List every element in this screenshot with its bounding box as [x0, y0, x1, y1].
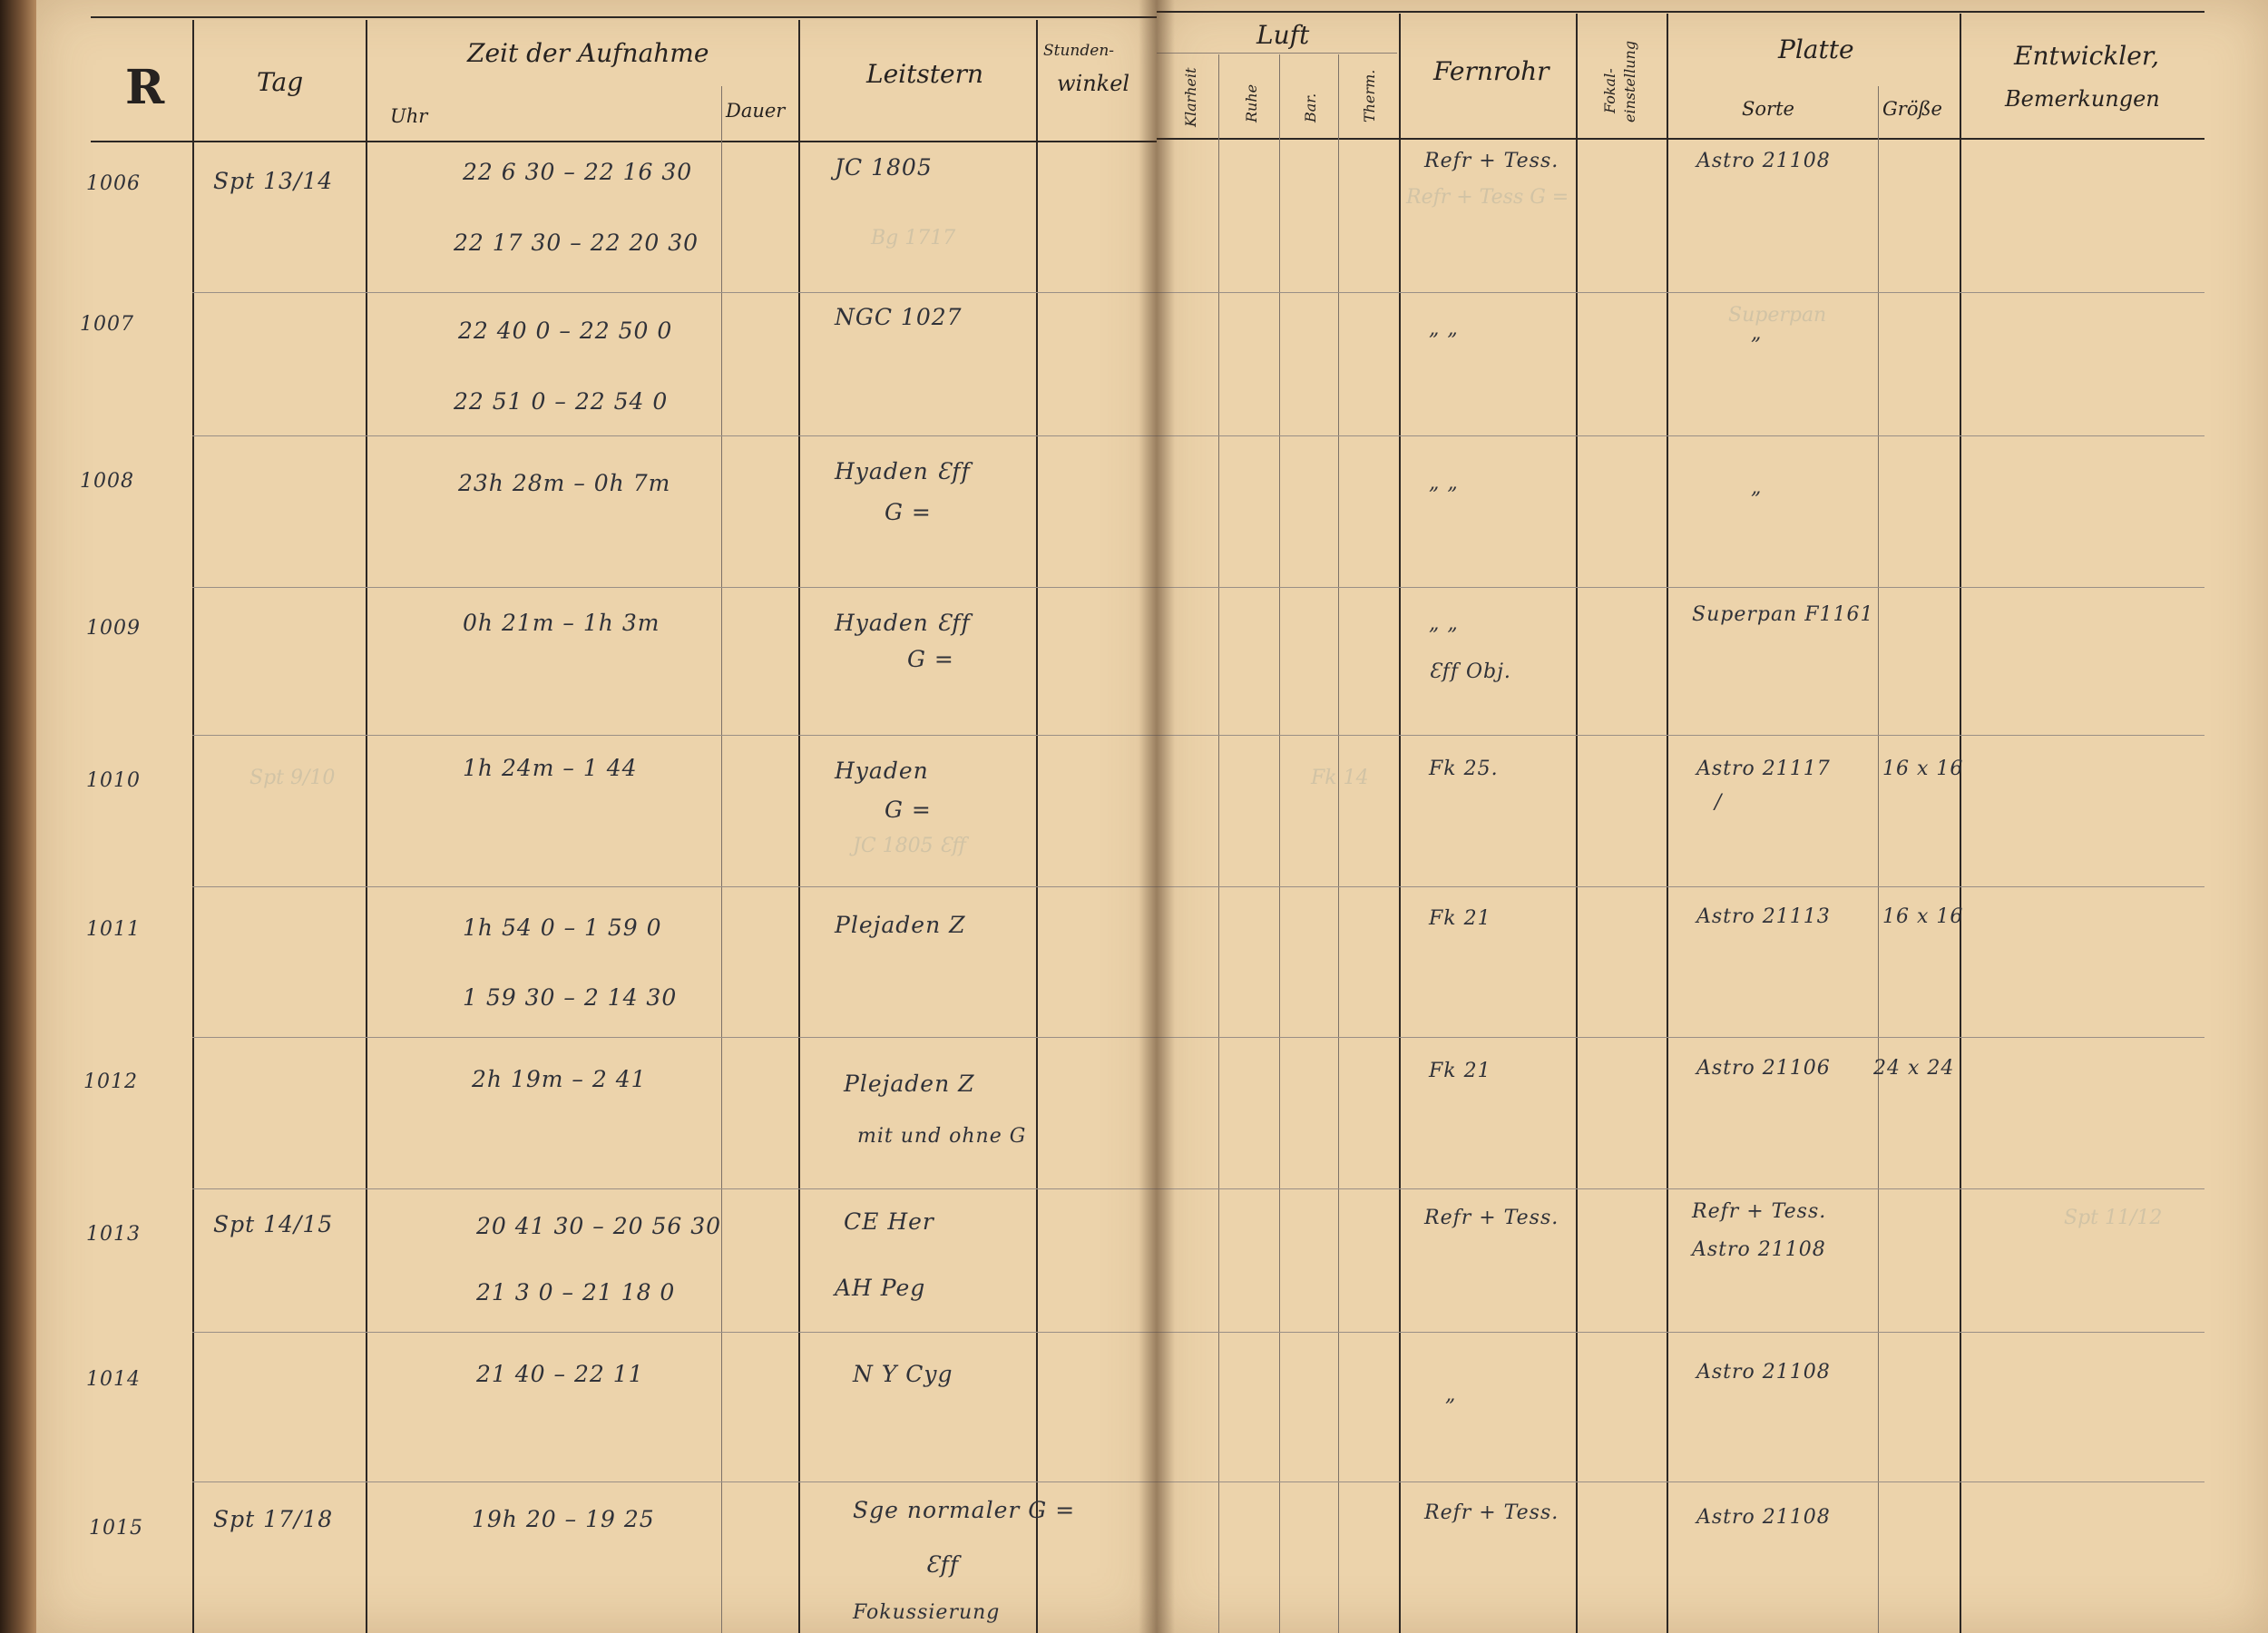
- row-leitstern: Ɛff: [925, 1551, 960, 1578]
- row-separator: [192, 435, 1157, 436]
- row-uhr: 20 41 30 – 20 56 30: [476, 1213, 722, 1239]
- row-leitstern: Hyaden: [835, 758, 929, 784]
- row-uhr: 22 51 0 – 22 54 0: [454, 388, 669, 415]
- row-separator: [1157, 292, 2204, 293]
- row-leitstern: Plejaden Z: [844, 1071, 975, 1097]
- col-divider-klarheit: [1218, 54, 1219, 1633]
- header-dauer: Dauer: [726, 100, 786, 122]
- row-fernrohr: Refr + Tess.: [1424, 1501, 1559, 1524]
- row-leitstern: Hyaden Ɛff: [835, 610, 971, 636]
- col-divider-platte: [1960, 14, 1961, 1633]
- row-uhr: 22 17 30 – 22 20 30: [454, 230, 699, 256]
- header-stundenwinkel-1: Stunden-: [1043, 42, 1115, 60]
- row-fernrohr: Fk 21: [1429, 1060, 1491, 1082]
- row-tag: Spt 14/15: [213, 1211, 334, 1237]
- row-leitstern: Sge normaler G =: [853, 1497, 1076, 1523]
- col-divider-sorte: [1878, 86, 1879, 1633]
- header-leitstern: Leitstern: [866, 59, 983, 89]
- header-groesse: Größe: [1882, 98, 1942, 120]
- row-separator: [1157, 1188, 2204, 1189]
- header-stundenwinkel-2: winkel: [1057, 71, 1130, 96]
- row-separator: [1157, 1481, 2204, 1482]
- header-entwickler-1: Entwickler,: [2014, 41, 2160, 71]
- row-sorte: Astro 21108: [1692, 1238, 1826, 1261]
- row-leitstern: Plejaden Z: [835, 912, 966, 938]
- row-separator: [192, 886, 1157, 887]
- row-sorte: Refr + Tess.: [1692, 1200, 1827, 1223]
- row-r: 1010: [86, 769, 141, 792]
- row-uhr: 22 6 30 – 22 16 30: [463, 159, 693, 185]
- row-fernrohr: „ „: [1429, 612, 1459, 635]
- row-leitstern: NGC 1027: [835, 304, 963, 330]
- bleed-text: Spt 11/12: [2064, 1207, 2163, 1229]
- row-sorte: Astro 21117: [1696, 758, 1831, 780]
- row-tag: Spt 17/18: [213, 1506, 334, 1532]
- row-leitstern: G =: [907, 646, 954, 672]
- header-r: R: [125, 60, 165, 115]
- row-fernrohr: „ „: [1429, 318, 1459, 340]
- row-separator: [1157, 435, 2204, 436]
- row-leitstern: G =: [885, 797, 932, 823]
- row-separator: [1157, 886, 2204, 887]
- row-r: 1013: [86, 1223, 141, 1246]
- header-luft: Luft: [1256, 20, 1310, 50]
- header-sorte: Sorte: [1742, 98, 1794, 120]
- col-divider-tag: [366, 20, 367, 1633]
- header-bottom-rule: [91, 141, 1157, 142]
- row-leitstern: AH Peg: [835, 1275, 926, 1301]
- left-page: [36, 0, 1157, 1633]
- bleed-text: Refr + Tess G =: [1406, 186, 1569, 209]
- col-divider-bar: [1338, 54, 1339, 1633]
- header-fokal-1: Fokal-: [1601, 68, 1618, 113]
- row-sorte: /: [1715, 791, 1723, 814]
- row-uhr: 23h 28m – 0h 7m: [458, 470, 671, 496]
- luft-subheader-rule: [1157, 53, 1397, 54]
- row-leitstern: Fokussierung: [853, 1601, 1001, 1624]
- header-zeit: Zeit der Aufnahme: [467, 38, 709, 68]
- row-r: 1011: [86, 918, 141, 941]
- bleed-text: Bg 1717: [871, 227, 956, 249]
- row-fernrohr: Fk 21: [1429, 907, 1491, 930]
- row-sorte: Astro 21108: [1696, 1361, 1831, 1384]
- header-bar: Bar.: [1302, 93, 1319, 122]
- header-entwickler-2: Bemerkungen: [2005, 86, 2160, 112]
- header-platte: Platte: [1778, 34, 1854, 64]
- row-r: 1015: [89, 1517, 143, 1540]
- row-uhr: 22 40 0 – 22 50 0: [458, 318, 673, 344]
- top-rule: [91, 16, 1157, 18]
- row-sorte: „: [1751, 322, 1763, 345]
- row-r: 1012: [83, 1071, 138, 1093]
- header-bottom-rule: [1157, 138, 2204, 140]
- book-edge: [0, 0, 36, 1633]
- row-tag: Spt 13/14: [213, 168, 334, 194]
- row-uhr: 1h 24m – 1 44: [463, 755, 638, 781]
- row-leitstern: G =: [885, 499, 932, 525]
- col-divider-zeit: [798, 20, 800, 1633]
- row-groesse: 16 x 16: [1882, 905, 1964, 928]
- row-leitstern: Hyaden Ɛff: [835, 458, 971, 484]
- row-separator: [192, 1332, 1157, 1333]
- row-fernrohr: Refr + Tess.: [1424, 1207, 1559, 1229]
- row-separator: [192, 587, 1157, 588]
- row-r: 1006: [86, 172, 141, 195]
- row-groesse: 16 x 16: [1882, 758, 1964, 780]
- row-separator: [1157, 587, 2204, 588]
- row-r: 1008: [80, 470, 134, 493]
- row-fernrohr: Refr + Tess.: [1424, 150, 1559, 172]
- header-tag: Tag: [257, 67, 304, 97]
- row-separator: [192, 292, 1157, 293]
- row-fernrohr: Ɛff Obj.: [1429, 660, 1511, 683]
- col-divider-luft: [1399, 14, 1401, 1633]
- row-separator: [192, 735, 1157, 736]
- col-divider-leitstern: [1036, 20, 1038, 1633]
- row-r: 1009: [86, 617, 141, 640]
- row-fernrohr: „: [1445, 1384, 1457, 1406]
- row-sorte: Superpan F1161: [1692, 603, 1874, 626]
- header-fokal-2: einstellung: [1621, 40, 1638, 122]
- row-separator: [1157, 1037, 2204, 1038]
- top-rule: [1157, 11, 2204, 13]
- row-groesse: 24 x 24: [1873, 1057, 1955, 1080]
- row-sorte: Astro 21108: [1696, 1506, 1831, 1529]
- row-sorte: „: [1751, 476, 1763, 499]
- header-ruhe: Ruhe: [1243, 83, 1260, 122]
- row-separator: [1157, 735, 2204, 736]
- row-sorte: Astro 21106: [1696, 1057, 1831, 1080]
- row-sorte: Astro 21113: [1696, 905, 1831, 928]
- row-uhr: 21 40 – 22 11: [476, 1361, 644, 1387]
- row-leitstern: N Y Cyg: [853, 1361, 953, 1387]
- bleed-text: Superpan: [1728, 304, 1827, 327]
- col-divider-fokal: [1667, 14, 1668, 1633]
- row-uhr: 1h 54 0 – 1 59 0: [463, 914, 662, 941]
- row-fernrohr: „ „: [1429, 472, 1459, 494]
- row-separator: [192, 1037, 1157, 1038]
- row-separator: [1157, 1332, 2204, 1333]
- row-uhr: 0h 21m – 1h 3m: [463, 610, 660, 636]
- bleed-text: JC 1805 Ɛff: [853, 835, 966, 857]
- row-sorte: Astro 21108: [1696, 150, 1831, 172]
- bleed-text: Spt 9/10: [249, 767, 336, 789]
- row-r: 1007: [80, 313, 134, 336]
- row-uhr: 1 59 30 – 2 14 30: [463, 984, 678, 1011]
- col-divider-uhr: [721, 86, 722, 1633]
- col-divider-ruhe: [1279, 54, 1280, 1633]
- row-uhr: 19h 20 – 19 25: [472, 1506, 655, 1532]
- row-leitstern: JC 1805: [835, 154, 933, 181]
- right-page: [1157, 0, 2268, 1633]
- header-uhr: Uhr: [390, 105, 428, 127]
- col-divider-r: [192, 20, 194, 1633]
- row-r: 1014: [86, 1368, 141, 1391]
- header-klarheit: Klarheit: [1182, 67, 1199, 127]
- col-divider-fernrohr: [1576, 14, 1578, 1633]
- header-fernrohr: Fernrohr: [1433, 56, 1549, 86]
- row-fernrohr: Fk 25.: [1429, 758, 1499, 780]
- row-separator: [192, 1188, 1157, 1189]
- row-leitstern: mit und ohne G: [857, 1125, 1027, 1148]
- row-leitstern: CE Her: [844, 1208, 934, 1235]
- header-therm: Therm.: [1361, 69, 1378, 122]
- row-uhr: 2h 19m – 2 41: [472, 1066, 647, 1092]
- row-separator: [192, 1481, 1157, 1482]
- bleed-text: Fk 14: [1311, 767, 1369, 789]
- row-uhr: 21 3 0 – 21 18 0: [476, 1279, 676, 1305]
